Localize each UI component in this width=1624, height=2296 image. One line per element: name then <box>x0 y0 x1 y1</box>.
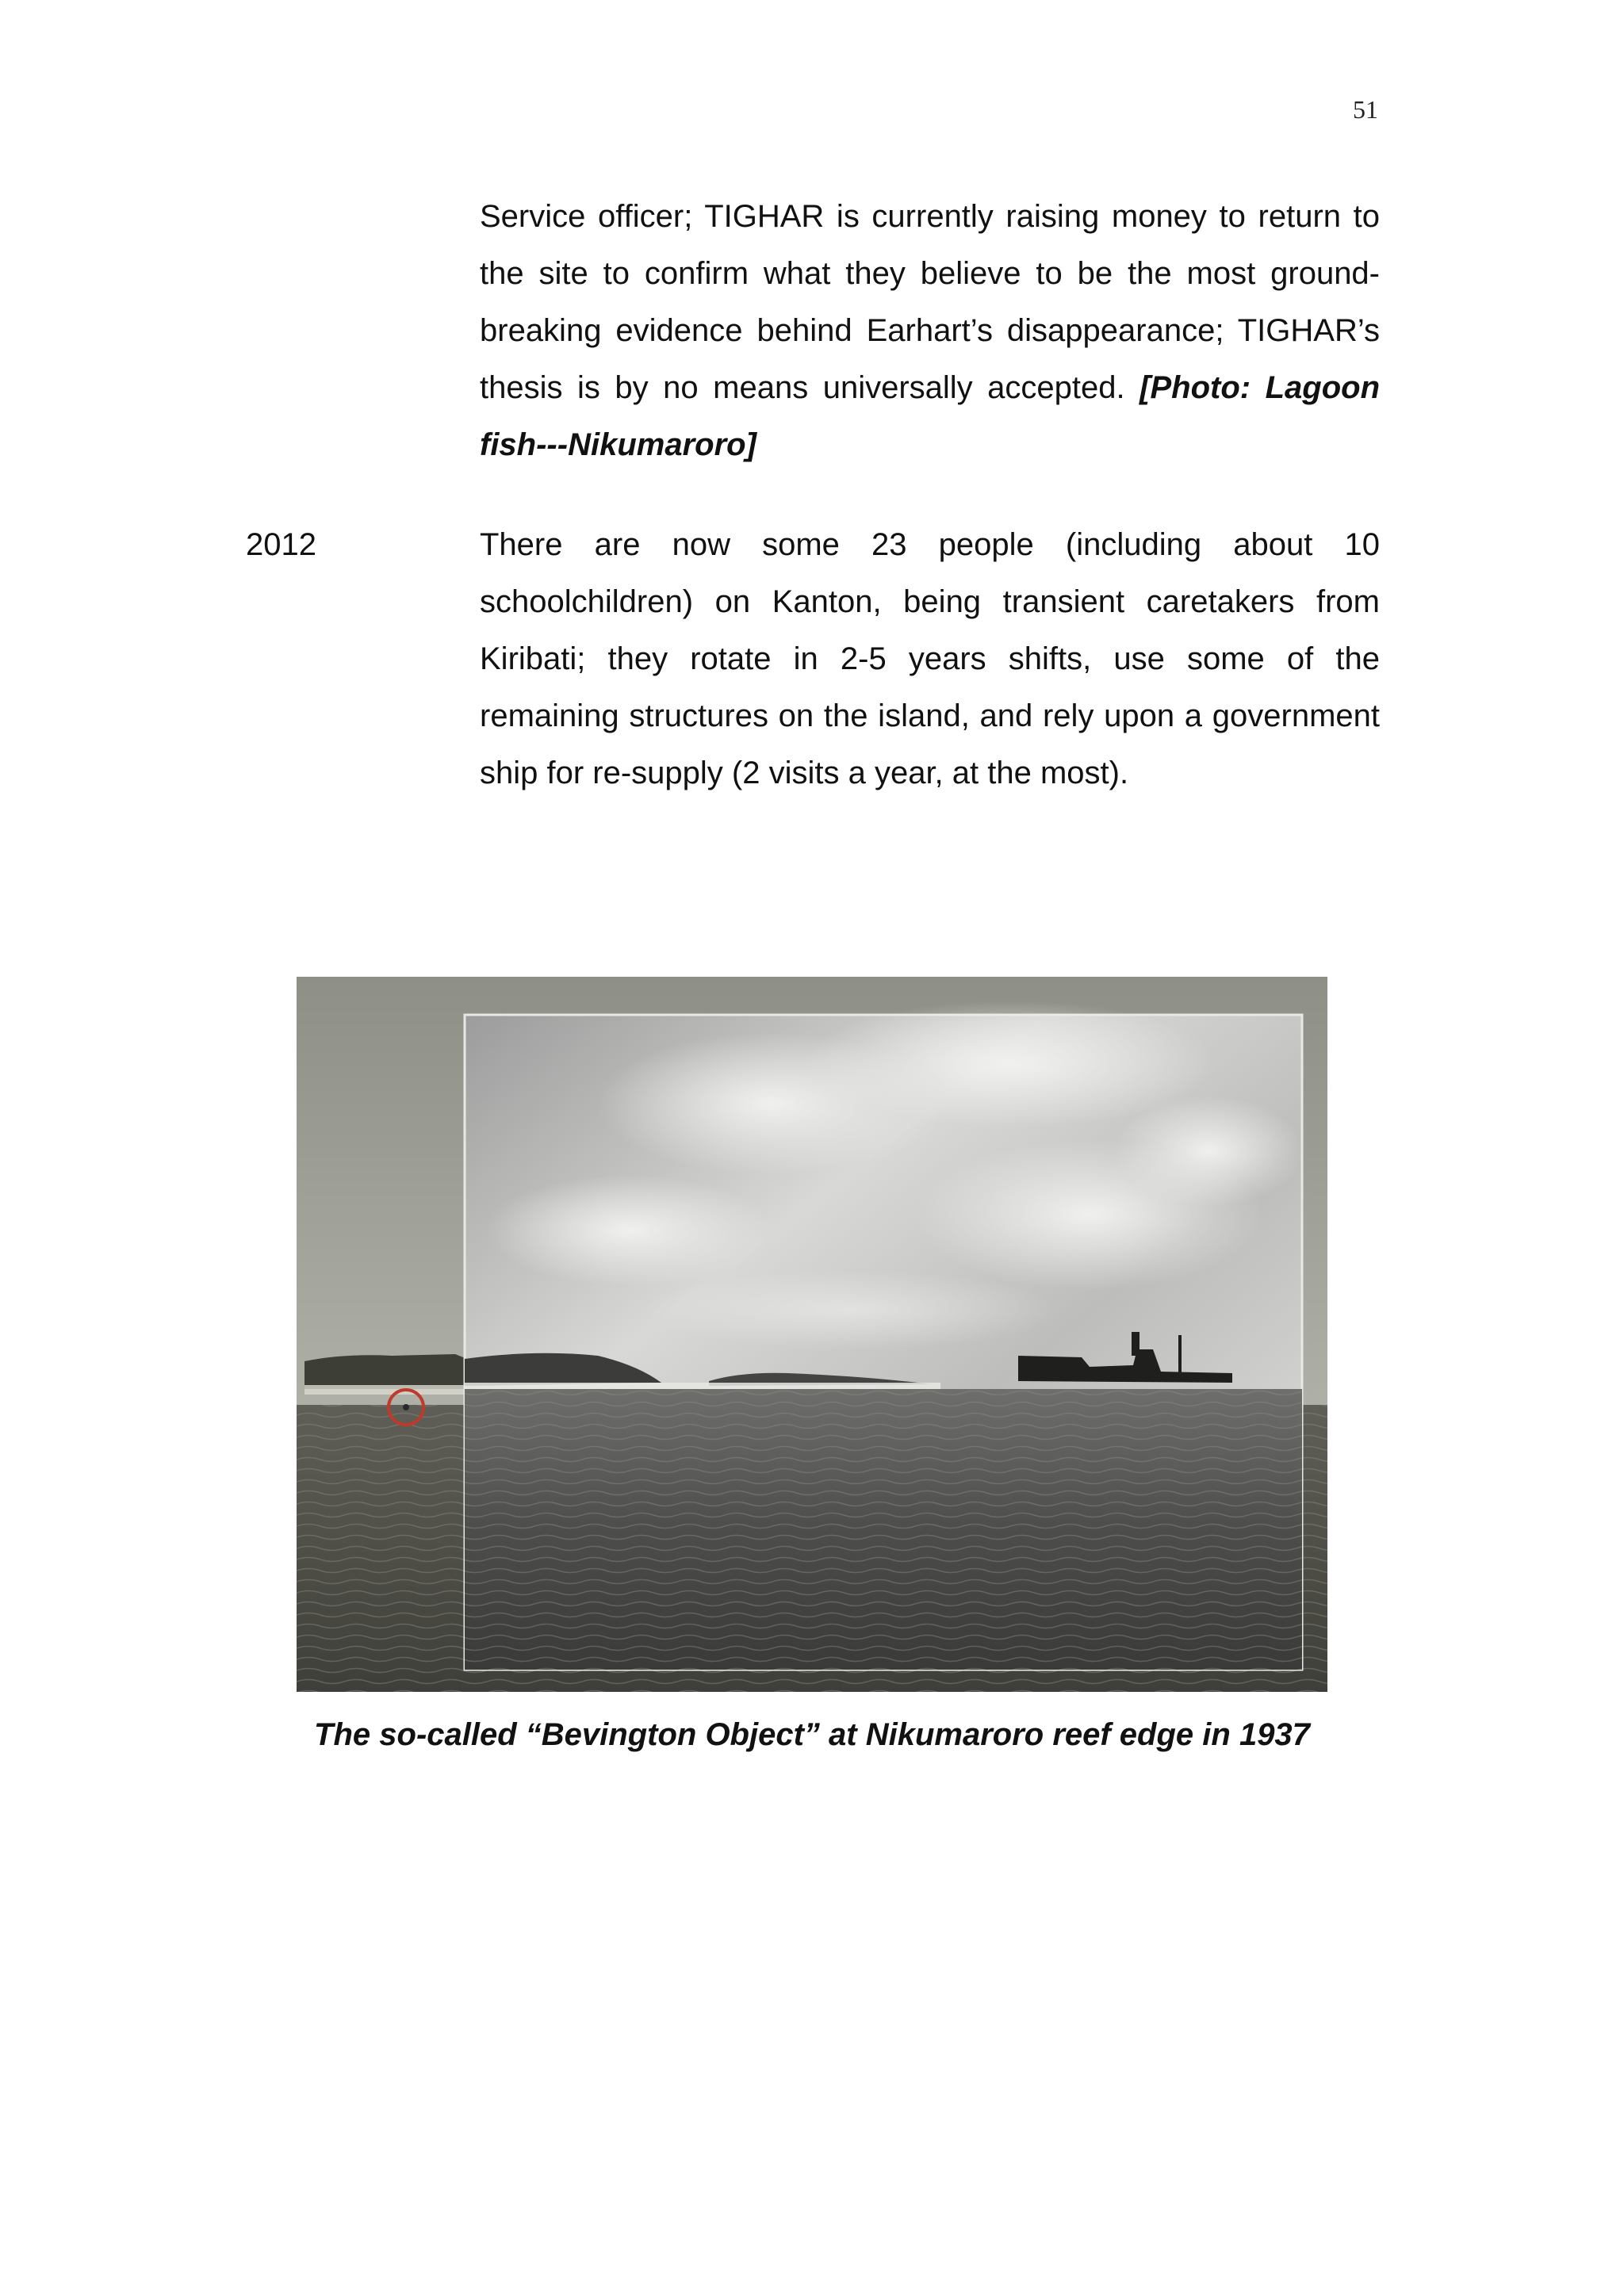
entry-paragraph <box>480 188 1380 473</box>
entry-paragraph <box>480 516 1380 802</box>
page-number: 51 <box>1353 95 1378 124</box>
entry-text: There are now some 23 people (including about 10 schoolchildren) on Kanton, being transient caretakers from Kiribati; they rotate in 2-5 years shifts, use some of the remaining structures on the island, and rely upon a government ship for re-supply (2 visits a year, at the most). <box>480 527 1380 790</box>
photo-illustration <box>297 977 1327 1692</box>
entry-text: Service officer; TIGHAR is currently raising money to return to the site to confirm what they believe to be the most ground-breaking evidence behind Earhart’s disappearance; TIGHAR’s thesis is by no means universally accepted. <box>480 199 1380 405</box>
entry-year: 2012 <box>246 527 316 562</box>
photo-reference: [Photo: Lagoon fish---Nikumaroro] <box>480 370 1380 462</box>
figure-caption: The so-called “Bevington Object” at Nikumaroro reef edge in 1937 <box>314 1717 1310 1752</box>
bevington-photo <box>297 977 1327 1692</box>
